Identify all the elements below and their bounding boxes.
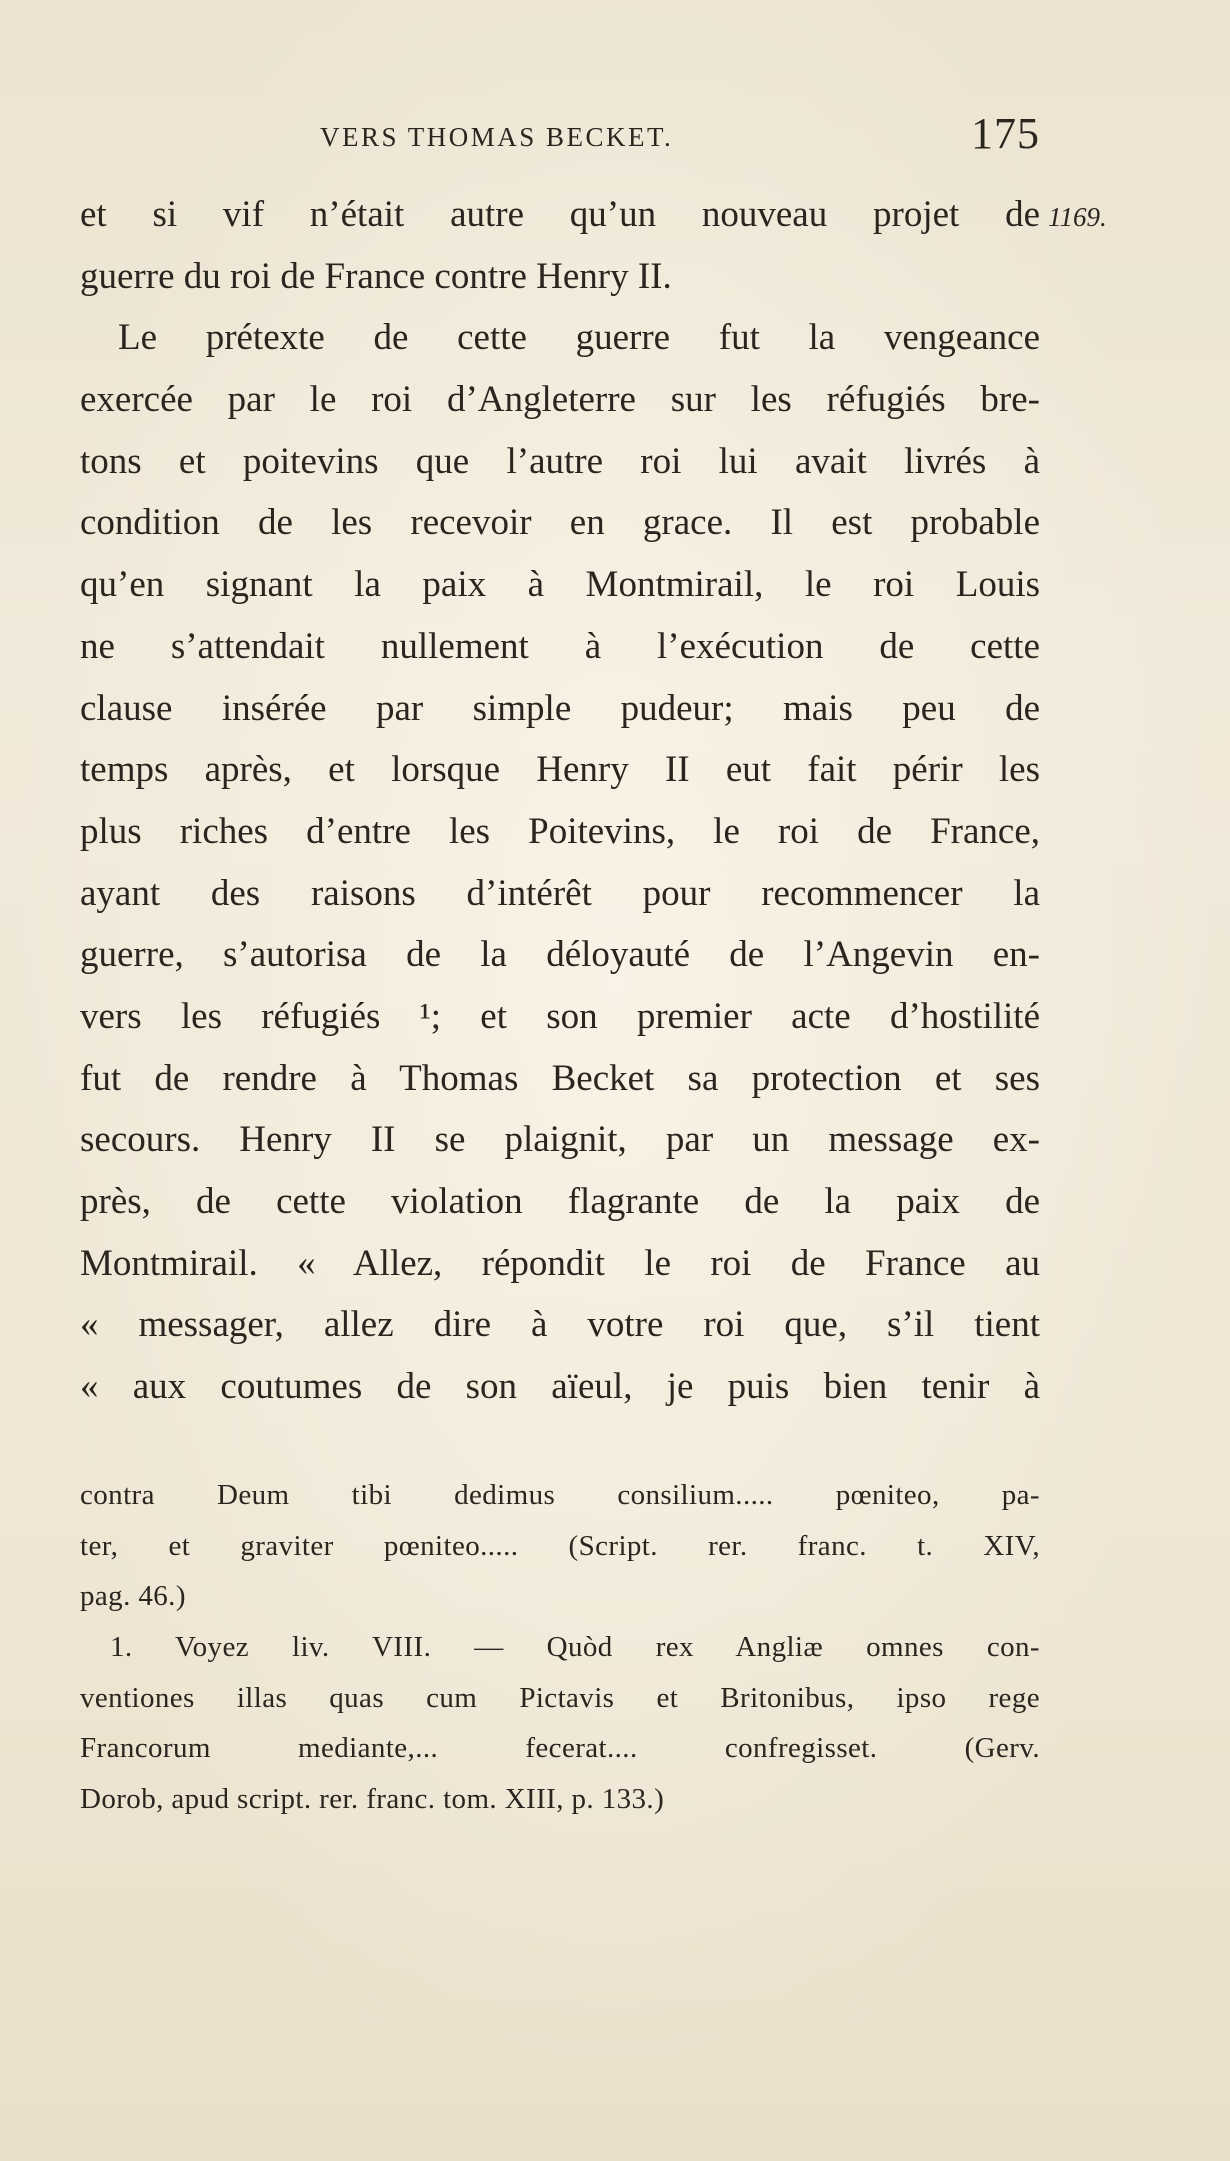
text-line: « aux coutumes de son aïeul, je puis bien tenir à [80,1366,1040,1408]
text-line: temps après, et lorsque Henry II eut fait périr les [80,749,1040,791]
text-line: près, de cette violation flagrante de la paix de [80,1181,1040,1222]
text-line: Montmirail. « Allez, répondit le roi de France au [80,1242,1040,1284]
text-line: exercée par le roi d’Angleterre sur les réfugiés bre- [80,379,1040,421]
footnote-line: ter, et graviter pœniteo..... (Script. rer. franc. t. XIV, [80,1529,1040,1562]
running-title: VERS THOMAS BECKET. [320,122,674,152]
text-line: ayant des raisons d’intérêt pour recommencer la [80,872,1040,914]
footnote-line: pag. 46.) [80,1580,186,1613]
text-line: qu’en signant la paix à Montmirail, le roi Louis [80,564,1040,606]
text-line: guerre du roi de France contre Henry II. [80,255,672,297]
text-line: Le prétexte de cette guerre fut la vengeance [118,317,1040,359]
text-line: plus riches d’entre les Poitevins, le roi de France, [80,810,1040,852]
main-text [80,184,1040,1418]
footnote-line: Dorob, apud script. rer. franc. tom. XIII, p. 133.) [80,1783,665,1816]
text-line: et si vif n’était autre qu’un nouveau projet de [80,194,1040,235]
footnote-line: contra Deum tibi dedimus consilium..... pœniteo, pa- [80,1479,1040,1511]
page-number: 175 [971,109,1040,158]
text-line: guerre, s’autorisa de la déloyauté de l’Angevin en- [80,934,1040,976]
running-head [80,109,1040,166]
text-line: condition de les recevoir en grace. Il est probable [80,502,1040,544]
footnote-line: ventiones illas quas cum Pictavis et Britonibus, ipso rege [80,1681,1040,1714]
text-line: ne s’attendait nullement à l’exécution de cette [80,625,1040,667]
text-line: vers les réfugiés ¹; et son premier acte d’hostilité [80,995,1040,1037]
text-line: secours. Henry II se plaignit, par un message ex- [80,1119,1040,1161]
footnote-line: Francorum mediante,... fecerat.... confregisset. (Gerv. [80,1732,1040,1765]
text-line: clause insérée par simple pudeur; mais peu de [80,687,1040,729]
text-line: fut de rendre à Thomas Becket sa protection et ses [80,1057,1040,1099]
footnote-line: 1. Voyez liv. VIII. — Quòd rex Angliæ omnes con- [110,1631,1040,1664]
text-line: tons et poitevins que l’autre roi lui avait livrés à [80,440,1040,482]
margin-year-note: 1169. [1048,202,1107,232]
footnotes [80,1470,1040,1825]
text-line: « messager, allez dire à votre roi que, s’il tient [80,1304,1040,1346]
